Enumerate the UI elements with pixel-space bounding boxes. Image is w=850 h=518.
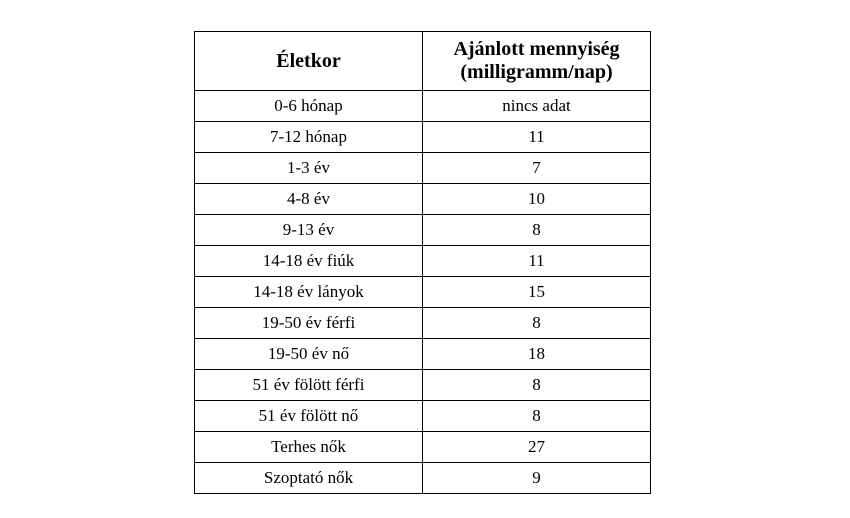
table-row [195, 401, 651, 432]
cell-age: 9-13 év [195, 215, 423, 246]
table-row [195, 153, 651, 184]
table-row [195, 432, 651, 463]
cell-age: 7-12 hónap [195, 122, 423, 153]
table-row [195, 463, 651, 494]
table-row [195, 246, 651, 277]
cell-amount: 18 [423, 339, 651, 370]
cell-age: 4-8 év [195, 184, 423, 215]
cell-amount: 8 [423, 215, 651, 246]
cell-age: Szoptató nők [195, 463, 423, 494]
table-row [195, 215, 651, 246]
cell-age: 0-6 hónap [195, 91, 423, 122]
cell-age: 1-3 év [195, 153, 423, 184]
cell-amount: 11 [423, 246, 651, 277]
cell-amount: 8 [423, 308, 651, 339]
cell-amount: 15 [423, 277, 651, 308]
table-row [195, 91, 651, 122]
table-row [195, 370, 651, 401]
cell-age: 19-50 év nő [195, 339, 423, 370]
cell-amount: 10 [423, 184, 651, 215]
cell-age: 14-18 év lányok [195, 277, 423, 308]
header-amount-line2: (milligramm/nap) [460, 61, 613, 83]
cell-amount: 11 [423, 122, 651, 153]
cell-amount: 27 [423, 432, 651, 463]
recommended-intake-table [194, 31, 651, 494]
cell-age: 14-18 év fiúk [195, 246, 423, 277]
cell-amount: 8 [423, 401, 651, 432]
table-row [195, 339, 651, 370]
cell-age: Terhes nők [195, 432, 423, 463]
header-age: Életkor [195, 32, 423, 91]
cell-amount: 9 [423, 463, 651, 494]
cell-amount: nincs adat [423, 91, 651, 122]
table-row [195, 122, 651, 153]
table-row [195, 277, 651, 308]
cell-age: 51 év fölött nő [195, 401, 423, 432]
cell-amount: 7 [423, 153, 651, 184]
table-row [195, 308, 651, 339]
cell-age: 51 év fölött férfi [195, 370, 423, 401]
header-amount [423, 32, 651, 91]
table-row [195, 184, 651, 215]
header-amount-line1: Ajánlott mennyiség [453, 38, 620, 60]
cell-amount: 8 [423, 370, 651, 401]
cell-age: 19-50 év férfi [195, 308, 423, 339]
table-header-row [195, 32, 651, 91]
